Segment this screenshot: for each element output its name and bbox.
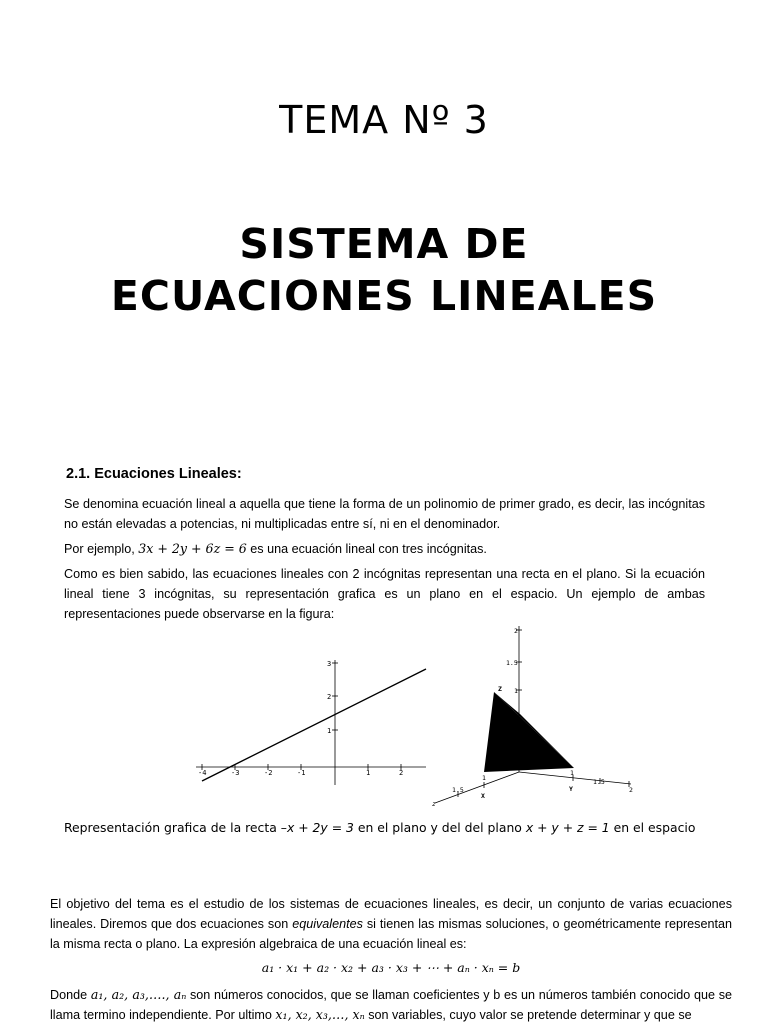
y-tick-label: 2 bbox=[629, 786, 633, 794]
figure-caption bbox=[64, 820, 695, 835]
axis-label-small-z: z bbox=[432, 800, 436, 808]
line-graph bbox=[202, 669, 426, 781]
x-tick-label: 2 bbox=[399, 769, 404, 777]
tema-heading: TEMA Nº 3 bbox=[279, 98, 489, 142]
example-suffix: es una ecuación lineal con tres incógnitas. bbox=[246, 542, 487, 556]
paragraph-coefficients bbox=[50, 985, 732, 1025]
paragraph-objective bbox=[50, 894, 732, 954]
variables-symbols: x₁, x₂, x₃,…, xₙ bbox=[275, 1007, 365, 1022]
y-tick-label: 1 bbox=[570, 769, 574, 777]
plane-plot-3d bbox=[428, 622, 640, 810]
y-tick-label: 3 bbox=[327, 660, 332, 668]
paragraph-definition: Se denomina ecuación lineal a aquella que tiene la forma de un polinomio de primer grado, es decir, las incógnitas no están elevadas a potencias, ni multiplicadas entre sí, ni en el denominador. bbox=[64, 497, 705, 531]
caption-equation-line: –x + 2y = 3 bbox=[280, 820, 354, 835]
coefficients-part-c: son variables, cuyo valor se pretende determinar y que se bbox=[364, 1008, 692, 1022]
chapter-title bbox=[0, 218, 768, 322]
objective-part-a: El objetivo del tema es el estudio de los sistemas de ecuaciones lineales, es decir, un conjunto de varias ecuaciones lineales. Diremos que dos ecuaciones son bbox=[50, 897, 732, 931]
equivalentes-term: equivalentes bbox=[292, 917, 363, 931]
x-tick-label: -3 bbox=[231, 769, 240, 777]
y-tick-label: 1.5 bbox=[593, 778, 605, 786]
x-tick-label: -1 bbox=[297, 769, 306, 777]
axis-label-x: X bbox=[481, 792, 485, 800]
paragraph-representation: Como es bien sabido, las ecuaciones lineales con 2 incógnitas representan una recta en el plano. Si la ecuación lineal tiene 3 incógnitas, su representación grafica es un plano en el espacio. Un ejemplo de ambas representaciones puede observarse en la figura: bbox=[64, 567, 705, 621]
axis-label-z: Z bbox=[498, 685, 502, 693]
caption-part-a: Representación grafica de la recta bbox=[64, 820, 281, 835]
y-tick-label: 2 bbox=[327, 693, 332, 701]
x-tick-label: -4 bbox=[198, 769, 207, 777]
example-equation: 3x + 2y + 6z = 6 bbox=[138, 541, 247, 556]
section-heading: 2.1. Ecuaciones Lineales: bbox=[66, 466, 242, 482]
example-prefix: Por ejemplo, bbox=[64, 542, 139, 556]
caption-part-b: en el plano y del del plano bbox=[353, 820, 526, 835]
x-axis-3d bbox=[435, 772, 519, 803]
line-plot-2d bbox=[190, 655, 435, 790]
linear-equation-formula: a₁ · x₁ + a₂ · x₂ + a₃ · x₃ + ⋯ + aₙ · xₙ = b bbox=[261, 960, 521, 975]
z-tick-label: 2 bbox=[514, 627, 518, 635]
chapter-title-line1: SISTEMA DE bbox=[239, 220, 529, 268]
x-tick-label: -2 bbox=[264, 769, 273, 777]
objective-part-b: si tienen las mismas soluciones, o geométricamente representan la misma recta o plano. La expresión algebraica de una ecuación lineal es: bbox=[50, 917, 732, 951]
x-tick-label: 1.5 bbox=[452, 786, 464, 794]
coefficients-part-b: son números conocidos, que se llaman coeficientes y b es un números también conocido que se llama termino independiente. Por ultimo bbox=[50, 988, 732, 1022]
z-tick-label: 1.5 bbox=[506, 659, 518, 667]
caption-part-c: en el espacio bbox=[609, 820, 696, 835]
y-axis-3d bbox=[519, 772, 631, 784]
axis-label-y: Y bbox=[569, 785, 573, 793]
x-tick-label: 1 bbox=[366, 769, 371, 777]
coefficients-part-a: Donde bbox=[50, 988, 91, 1002]
paragraph-example bbox=[64, 539, 705, 559]
x-tick-label: 1 bbox=[482, 774, 486, 782]
z-tick-label: 1 bbox=[514, 687, 518, 695]
coefficients-symbols: a₁, a₂, a₃,…., aₙ bbox=[90, 987, 187, 1002]
plane-triangle bbox=[484, 692, 574, 772]
chapter-title-line2: ECUACIONES LINEALES bbox=[110, 272, 658, 320]
caption-equation-plane: x + y + z = 1 bbox=[525, 820, 610, 835]
y-tick-label: 1 bbox=[327, 727, 332, 735]
